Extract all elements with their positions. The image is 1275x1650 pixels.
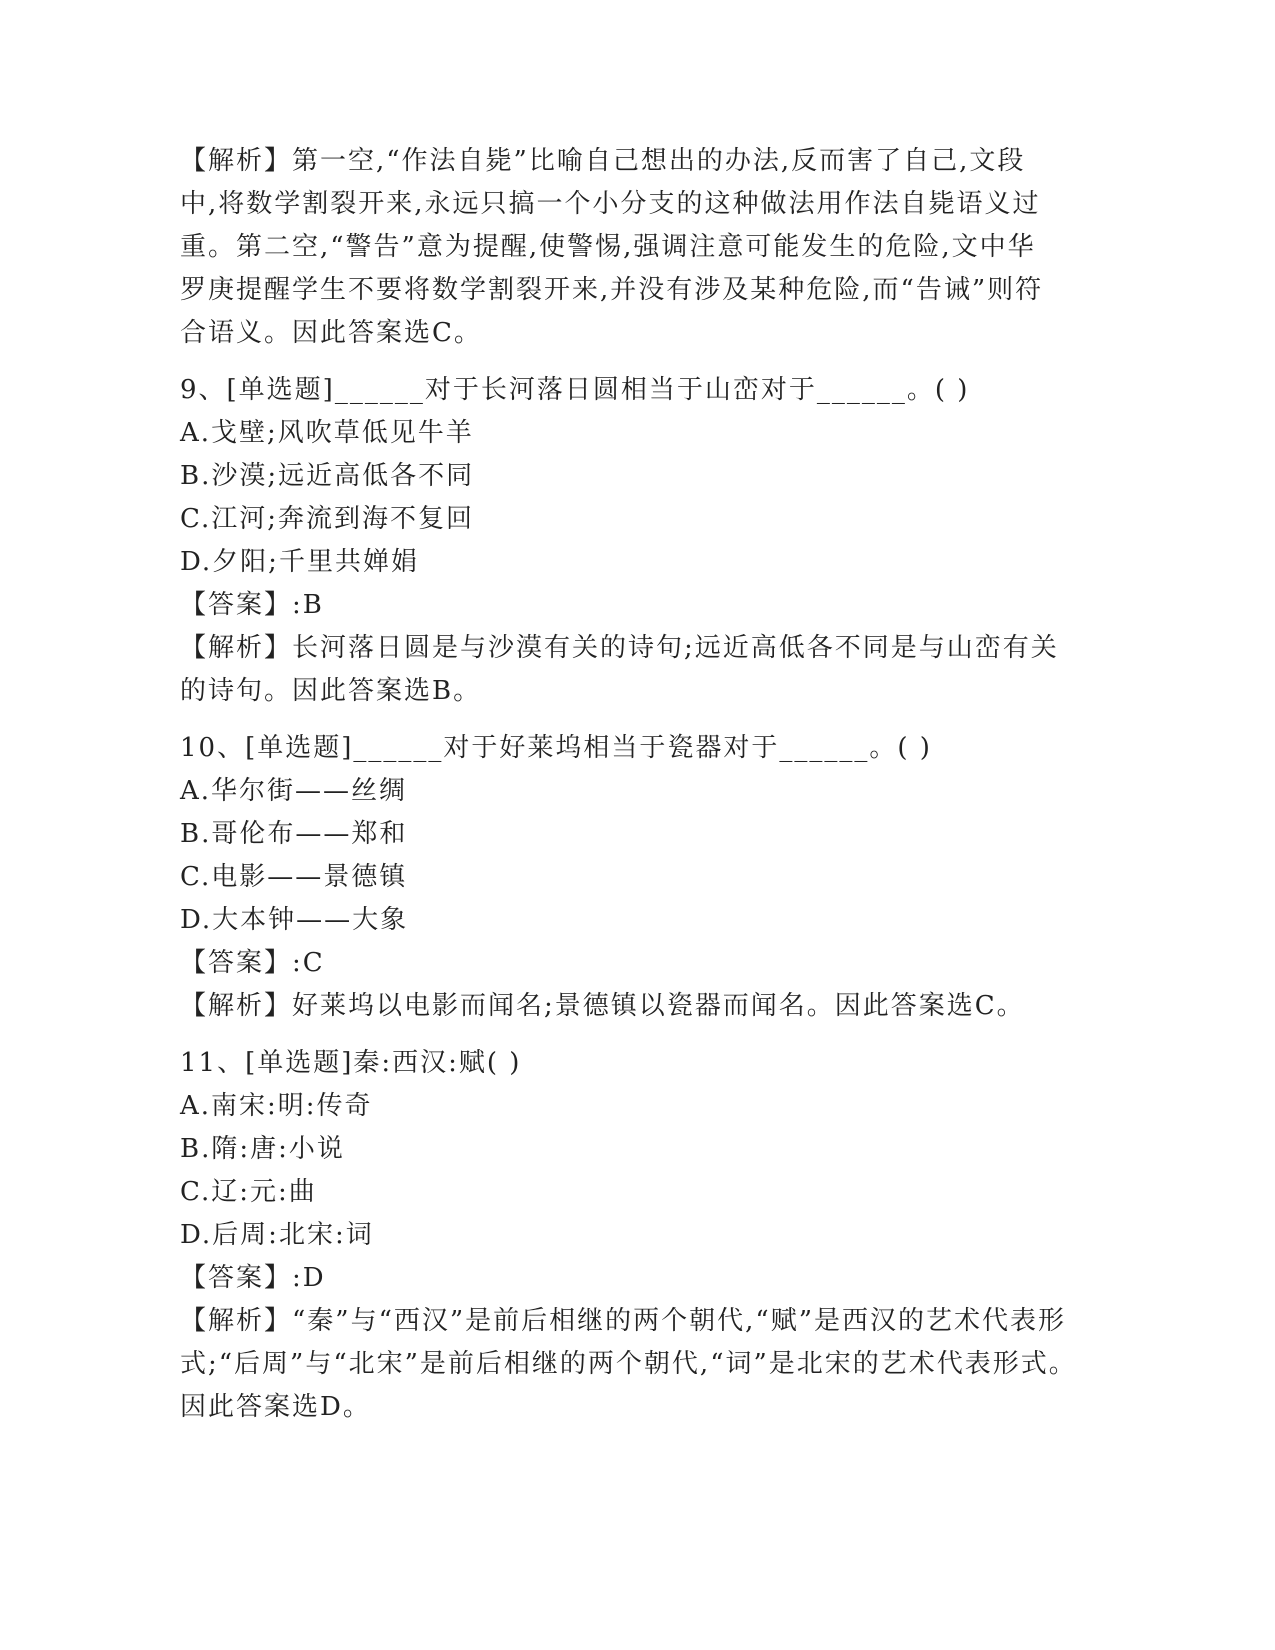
answer: 【答案】:D [180,1263,326,1293]
option-c: C.电影——景德镇 [180,862,408,892]
analysis: 【解析】“秦”与“西汉”是前后相继的两个朝代,“赋”是西汉的艺术代表形式;“后周”与“北宋”是前后相继的两个朝代,“词”是北宋的艺术代表形式。因此答案选D。 [180,1306,1077,1422]
option-d: D.夕阳;千里共婵娟 [180,547,419,577]
option-b: B.哥伦布——郑和 [180,819,408,849]
question-stem: 10、[单选题]______对于好莱坞相当于瓷器对于______。( ) [180,733,932,763]
question-stem: 9、[单选题]______对于长河落日圆相当于山峦对于______。( ) [180,375,970,405]
question-stem: 11、[单选题]秦:西汉:赋( ) [180,1048,522,1078]
option-d: D.大本钟——大象 [180,905,409,935]
option-b: B.隋:唐:小说 [180,1134,345,1164]
option-a: A.戈壁;风吹草低见牛羊 [180,418,474,448]
option-a: A.华尔街——丝绸 [180,776,408,806]
question-9 [180,369,1080,713]
option-b: B.沙漠;远近高低各不同 [180,461,475,491]
answer: 【答案】:C [180,948,325,978]
intro-analysis: 【解析】第一空,“作法自毙”比喻自己想出的办法,反而害了自己,文段中,将数学割裂开来,永远只搞一个小分支的这种做法用作法自毙语义过重。第二空,“警告”意为提醒,使警惕,强调注意可能发生的危险,文中华罗庚提醒学生不要将数学割裂开来,并没有涉及某种危险,而“告诫”则符合语义。因此答案选C。 [180,146,1044,348]
document-page [180,140,1080,1429]
answer: 【答案】:B [180,590,324,620]
option-c: C.江河;奔流到海不复回 [180,504,474,534]
option-d: D.后周:北宋:词 [180,1220,374,1250]
question-11 [180,1042,1080,1429]
analysis: 【解析】长河落日圆是与沙漠有关的诗句;远近高低各不同是与山峦有关的诗句。因此答案选B。 [180,633,1059,706]
option-c: C.辽:元:曲 [180,1177,317,1207]
option-a: A.南宋:明:传奇 [180,1091,373,1121]
analysis: 【解析】好莱坞以电影而闻名;景德镇以瓷器而闻名。因此答案选C。 [180,991,1025,1021]
question-10 [180,727,1080,1028]
